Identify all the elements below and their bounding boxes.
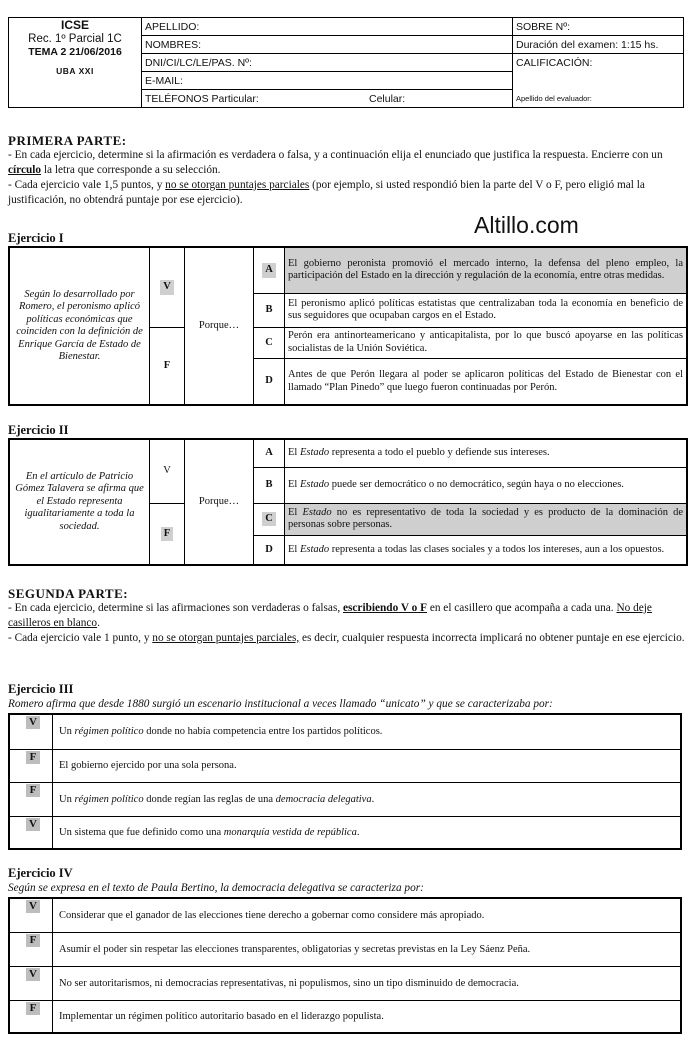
part1-title: PRIMERA PARTE: bbox=[8, 133, 127, 148]
ex2-option-a: El Estado representa a todo el pueblo y defiende sus intereses. bbox=[285, 439, 688, 467]
ex1-f-option[interactable]: F bbox=[150, 327, 185, 405]
ex3-answer-box-4[interactable]: V bbox=[9, 816, 53, 849]
part1-instruction-2: - Cada ejercicio vale 1,5 puntos, y no se otorgan puntajes parciales (por ejemplo, si usted respondió bien la parte del V o F, pero eligió mal la justificación, no obtendrá puntaje por ese ejercicio). bbox=[8, 179, 645, 206]
ex3-statement-2: El gobierno ejercido por una sola persona. bbox=[53, 749, 682, 782]
evaluador-label: Apellido del evaluador: bbox=[516, 94, 592, 103]
ex2-letter-a[interactable]: A bbox=[254, 439, 285, 467]
ex2-f-option[interactable]: F bbox=[150, 503, 185, 565]
sobre-field[interactable]: SOBRE Nº: bbox=[513, 18, 684, 36]
ex1-v-option[interactable]: V bbox=[150, 247, 185, 327]
ex4-statement-2: Asumir el poder sin respetar las elecciones transparentes, obligatorias y secretas previstas en la Ley Sáenz Peña. bbox=[53, 932, 682, 966]
ex2-letter-d[interactable]: D bbox=[254, 535, 285, 565]
table-row bbox=[9, 816, 681, 849]
ex2-option-b: El Estado puede ser democrático o no democrático, según haya o no elecciones. bbox=[285, 467, 688, 503]
ex1-title: Ejercicio I bbox=[8, 231, 64, 245]
table-row bbox=[9, 714, 681, 749]
ex2-letter-c[interactable]: C bbox=[254, 503, 285, 535]
table-row bbox=[9, 932, 681, 966]
institution-logo bbox=[9, 18, 142, 108]
ex3-statement-1: Un régimen político donde no había competencia entre los partidos políticos. bbox=[53, 714, 682, 749]
ex2-title: Ejercicio II bbox=[8, 423, 69, 437]
part2-section bbox=[8, 586, 688, 646]
duracion-label: Duración del examen: 1:15 hs. bbox=[513, 36, 684, 54]
part2-title: SEGUNDA PARTE: bbox=[8, 586, 129, 601]
ex2-statement: En el artículo de Patricio Gómez Talavera se afirma que el Estado representa igualitariamente a toda la sociedad. bbox=[9, 439, 150, 565]
ex1-statement: Según lo desarrollado por Romero, el peronismo aplicó políticas económicas que coinciden con la definición de Enrique García de Estado de Bienestar. bbox=[9, 247, 150, 405]
exam-header bbox=[8, 17, 684, 108]
ex3-statement-3: Un régimen político donde regían las reglas de una democracia delegativa. bbox=[53, 782, 682, 816]
logo-uba: UBA XXI bbox=[56, 66, 94, 77]
part2-instruction-2: - Cada ejercicio vale 1 punto, y no se otorgan puntajes parciales, es decir, cualquier respuesta incorrecta implicará no obtener puntaje en ese ejercicio. bbox=[8, 632, 685, 644]
ex1-porque: Porque… bbox=[185, 247, 254, 405]
nombres-field[interactable]: NOMBRES: bbox=[142, 36, 513, 54]
ex3-statement-4: Un sistema que fue definido como una monarquía vestida de república. bbox=[53, 816, 682, 849]
logo-tema-date: TEMA 2 21/06/2016 bbox=[28, 46, 122, 59]
ex3-answer-box-1[interactable]: V bbox=[9, 714, 53, 749]
ex1-table bbox=[8, 246, 688, 406]
ex1-option-b: El peronismo aplicó políticas estatistas que centralizaban toda la economía en beneficio de sus seguidores que ocupaban cargos en el Estado. bbox=[285, 293, 688, 327]
table-row bbox=[9, 898, 681, 932]
ex1-letter-a[interactable]: A bbox=[254, 247, 285, 293]
ex4-statement-1: Considerar que el ganador de las elecciones tiene derecho a gobernar como considere más apropiado. bbox=[53, 898, 682, 932]
ex4-title: Ejercicio IV bbox=[8, 866, 73, 880]
ex4-table bbox=[8, 897, 682, 1034]
ex4-statement-3: No ser autoritarismos, ni democracias representativas, ni populismos, sino un tipo disminuido de democracia. bbox=[53, 966, 682, 1000]
celular-field[interactable]: Celular: bbox=[366, 90, 513, 108]
ex3-intro: Romero afirma que desde 1880 surgió un escenario institucional a veces llamado “unicato” y que se caracterizaba por: bbox=[8, 698, 553, 710]
ex1-option-a: El gobierno peronista promovió el mercado interno, la defensa del pleno empleo, la participación del Estado en la dirección y regulación de la economía, entre otras medidas. bbox=[285, 247, 688, 293]
ex3-answer-box-3[interactable]: F bbox=[9, 782, 53, 816]
dni-field[interactable]: DNI/CI/LC/LE/PAS. Nº: bbox=[142, 54, 513, 72]
watermark: Altillo.com bbox=[474, 212, 579, 238]
ex2-option-c: El Estado no es representativo de toda la sociedad y es producto de la dominación de personas sobre personas. bbox=[285, 503, 688, 535]
table-row bbox=[9, 782, 681, 816]
apellido-field[interactable]: APELLIDO: bbox=[142, 18, 513, 36]
ex1-option-d: Antes de que Perón llegara al poder se aplicaron políticas del Estado de Bienestar con el llamado “Plan Pinedo” que luego fueron continuadas por Perón. bbox=[285, 359, 688, 405]
ex2-letter-b[interactable]: B bbox=[254, 467, 285, 503]
ex4-intro: Según se expresa en el texto de Paula Bertino, la democracia delegativa se caracteriza por: bbox=[8, 882, 424, 894]
ex1-letter-c[interactable]: C bbox=[254, 327, 285, 359]
logo-title: ICSE bbox=[60, 18, 89, 32]
table-row bbox=[9, 966, 681, 1000]
calificacion-label: CALIFICACIÓN: bbox=[516, 57, 593, 69]
part2-instruction-1: - En cada ejercicio, determine si las afirmaciones son verdaderas o falsas, escribiendo V o F en el casillero que acompaña a cada una. No deje casilleros en blanco. bbox=[8, 602, 652, 629]
telefono-field[interactable]: TELÉFONOS Particular: bbox=[142, 90, 367, 108]
part1-instruction-1: - En cada ejercicio, determine si la afirmación es verdadera o falsa, y a continuación elija el enunciado que justifica la respuesta. Encierre con un círculo la letra que corresponde a su selección. bbox=[8, 149, 663, 176]
ex4-answer-box-1[interactable]: V bbox=[9, 898, 53, 932]
part1-section bbox=[8, 133, 688, 208]
ex2-porque: Porque… bbox=[185, 439, 254, 565]
ex3-answer-box-2[interactable]: F bbox=[9, 749, 53, 782]
ex2-table bbox=[8, 438, 688, 566]
ex4-answer-box-3[interactable]: V bbox=[9, 966, 53, 1000]
ex3-title: Ejercicio III bbox=[8, 682, 74, 696]
ex2-v-option[interactable]: V bbox=[150, 439, 185, 503]
email-field[interactable]: E-MAIL: bbox=[142, 72, 513, 90]
ex4-statement-4: Implementar un régimen político autoritario basado en el liderazgo populista. bbox=[53, 1000, 682, 1033]
calificacion-box[interactable] bbox=[513, 54, 684, 108]
ex2-option-d: El Estado representa a todas las clases sociales y a todos los intereses, aun a los opuestos. bbox=[285, 535, 688, 565]
ex3-table bbox=[8, 713, 682, 850]
table-row bbox=[9, 749, 681, 782]
ex1-option-c: Perón era antinorteamericano y anticapitalista, por lo que buscó apoyarse en las políticas socialistas de la Unión Soviética. bbox=[285, 327, 688, 359]
table-row bbox=[9, 1000, 681, 1033]
ex1-letter-b[interactable]: B bbox=[254, 293, 285, 327]
ex4-answer-box-2[interactable]: F bbox=[9, 932, 53, 966]
ex1-letter-d[interactable]: D bbox=[254, 359, 285, 405]
ex4-answer-box-4[interactable]: F bbox=[9, 1000, 53, 1033]
logo-exam: Rec. 1º Parcial 1C bbox=[28, 32, 122, 45]
